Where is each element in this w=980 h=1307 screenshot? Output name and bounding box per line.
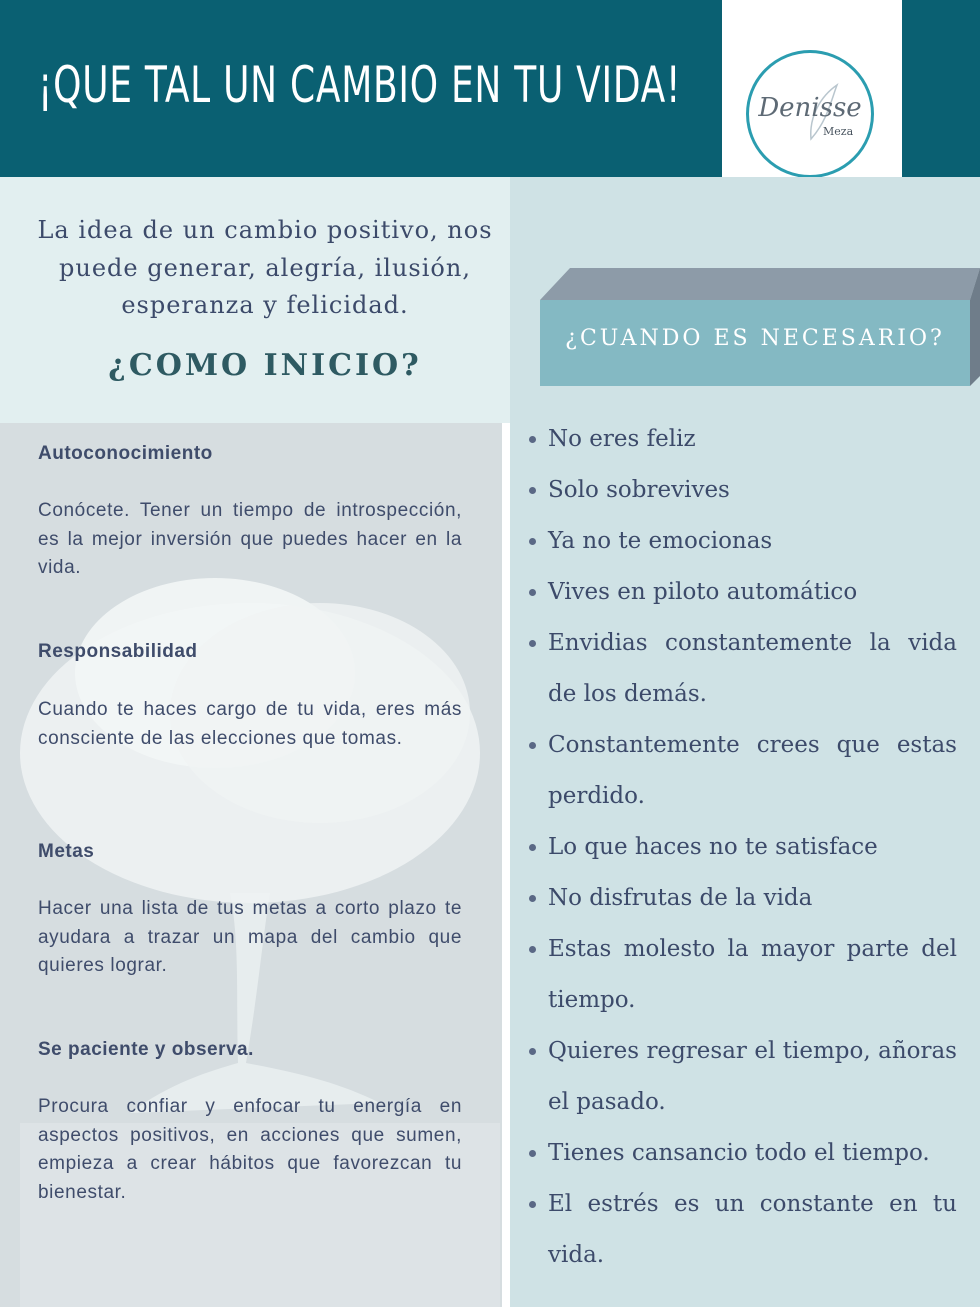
list-item: Lo que haces no te satisface <box>527 822 957 873</box>
list-item: Tienes cansancio todo el tiempo. <box>527 1128 957 1179</box>
list-item: Constantemente crees que estas perdido. <box>527 720 957 822</box>
logo-surname: Meza <box>823 125 854 138</box>
section-body-metas: Hacer una lista de tus metas a corto plazo te ayudara a trazar un mapa del cambio que quieres lograr. <box>38 898 462 976</box>
section-title-metas: Metas <box>38 841 95 862</box>
reasons-list <box>527 414 957 1281</box>
list-item: Quieres regresar el tiempo, añoras el pasado. <box>527 1026 957 1128</box>
list-item: No eres feliz <box>527 414 957 465</box>
list-item: Ya no te emocionas <box>527 516 957 567</box>
section-title-responsabilidad: Responsabilidad <box>38 641 198 662</box>
list-item: Solo sobrevives <box>527 465 957 516</box>
list-item: Envidias constantemente la vida de los demás. <box>527 618 957 720</box>
section-body-paciencia: Procura confiar y enfocar tu energía en aspectos positivos, en acciones que sumen, empieza a crear hábitos que favorezcan tu bienestar. <box>38 1096 462 1203</box>
section-body-autoconocimiento: Conócete. Tener un tiempo de introspección, es la mejor inversión que puedes hacer en la vida. <box>38 500 462 578</box>
list-item: Estas molesto la mayor parte del tiempo. <box>527 924 957 1026</box>
page-title: ¡QUE TAL UN CAMBIO EN TU VIDA! <box>38 56 682 114</box>
section-title-autoconocimiento: Autoconocimiento <box>38 443 213 464</box>
list-item: El estrés es un constante en tu vida. <box>527 1179 957 1281</box>
section-body-responsabilidad: Cuando te haces cargo de tu vida, eres más consciente de las elecciones que tomas. <box>38 699 462 749</box>
intro-text: La idea de un cambio positivo, nos puede generar, alegría, ilusión, esperanza y felicidad. <box>37 216 493 319</box>
list-item: Vives en piloto automático <box>527 567 957 618</box>
when-heading: ¿CUANDO ES NECESARIO? <box>565 326 945 351</box>
section-title-paciencia: Se paciente y observa. <box>38 1039 254 1060</box>
brand-logo <box>746 50 874 178</box>
como-inicio-heading: ¿COMO INICIO? <box>108 348 422 383</box>
list-item: No disfrutas de la vida <box>527 873 957 924</box>
logo-name: Denisse <box>758 93 862 123</box>
